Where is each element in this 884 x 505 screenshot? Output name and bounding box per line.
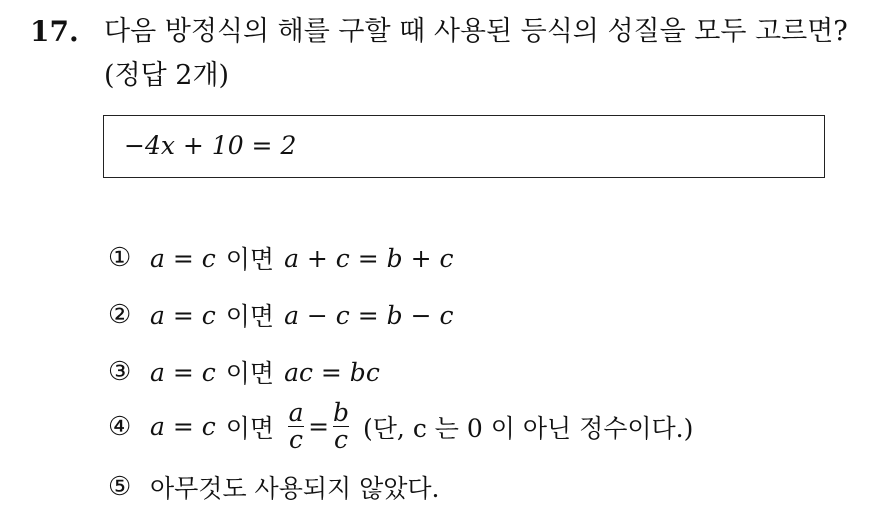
option-number: ④: [108, 411, 132, 442]
fraction-left-numerator: a: [288, 398, 304, 427]
equation-box: [103, 115, 825, 178]
option-number: ②: [108, 300, 132, 330]
option-4[interactable]: [108, 400, 693, 453]
option-result: ac = bc: [284, 357, 380, 387]
question-text: 다음 방정식의 해를 구할 때 사용된 등식의 성질을 모두 고르면?(정답 2개): [104, 16, 848, 91]
option-note: (단, c 는 0 이 아닌 정수이다.): [363, 413, 694, 443]
option-5[interactable]: [108, 469, 440, 505]
fraction-left-denominator: c: [289, 425, 304, 454]
equals-sign: =: [308, 412, 330, 441]
option-premise: a = c: [150, 300, 216, 330]
option-2[interactable]: [108, 297, 454, 333]
option-premise: a = c: [150, 412, 216, 441]
equation: −4x + 10 = 2: [124, 131, 297, 160]
fraction-right: [333, 400, 349, 453]
option-number: ⑤: [108, 472, 132, 502]
option-3[interactable]: [108, 354, 380, 390]
option-result: a + c = b + c: [284, 243, 454, 273]
fraction-left: [288, 400, 304, 453]
fraction-right-numerator: b: [333, 398, 350, 427]
option-text: 아무것도 사용되지 않았다.: [150, 474, 440, 503]
question-block: [30, 10, 870, 98]
option-1[interactable]: [108, 240, 454, 276]
option-ifthen: 이면: [225, 413, 275, 443]
option-ifthen: 이면: [225, 245, 275, 274]
option-premise: a = c: [150, 357, 216, 387]
option-ifthen: 이면: [225, 359, 275, 388]
question-number: 17.: [30, 15, 79, 48]
option-number: ③: [108, 357, 132, 387]
fraction-right-denominator: c: [334, 425, 349, 454]
option-number: ①: [108, 243, 132, 273]
option-result: a − c = b − c: [284, 300, 454, 330]
option-ifthen: 이면: [225, 302, 275, 331]
option-premise: a = c: [150, 243, 216, 273]
